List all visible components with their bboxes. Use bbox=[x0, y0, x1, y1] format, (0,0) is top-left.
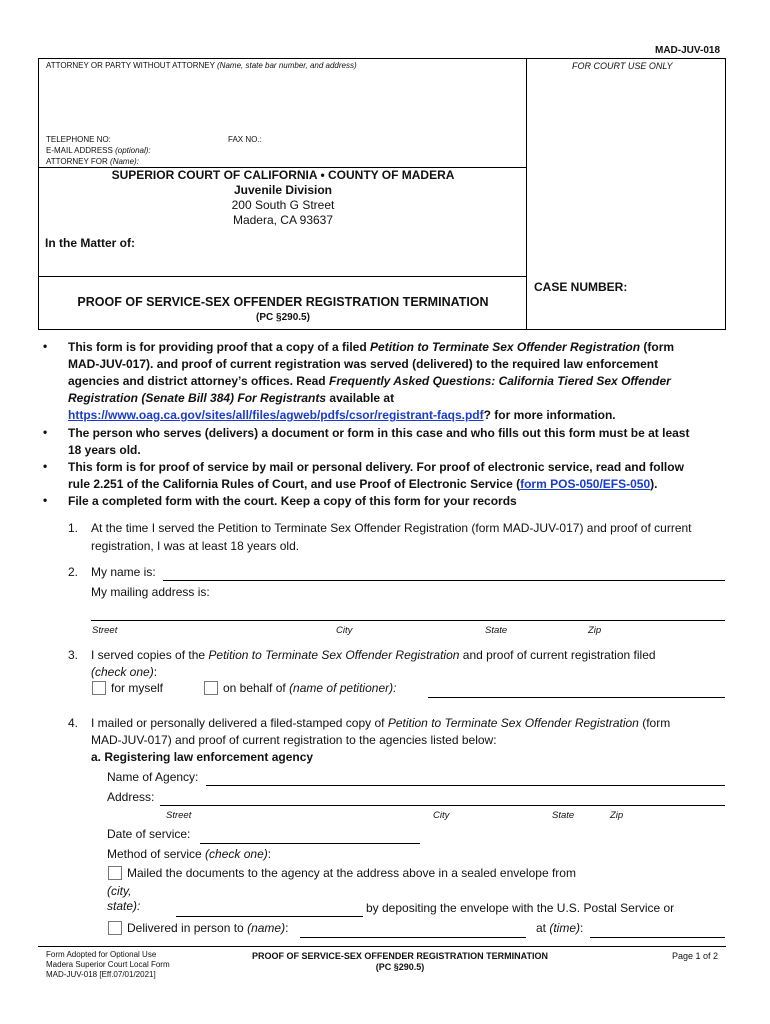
court-info bbox=[40, 168, 526, 228]
form-id: MAD-JUV-018 bbox=[655, 45, 721, 56]
on-behalf-label: on behalf of (name of petitioner): bbox=[223, 681, 397, 695]
bullet-3: • bbox=[43, 459, 48, 473]
pos-050-link[interactable]: form POS-050/EFS-050 bbox=[520, 477, 651, 491]
bullet-4: • bbox=[43, 493, 48, 507]
agency-name-label: Name of Agency: bbox=[107, 770, 199, 784]
item-4-number: 4. bbox=[68, 716, 79, 730]
court-name: SUPERIOR COURT OF CALIFORNIA • COUNTY OF MADERA bbox=[111, 168, 455, 182]
court-division: Juvenile Division bbox=[233, 183, 333, 197]
city-state-field[interactable] bbox=[176, 916, 363, 917]
court-use-label: FOR COURT USE ONLY bbox=[572, 61, 673, 71]
method-of-service-label: Method of service (check one): bbox=[107, 847, 272, 861]
depositing-label: by depositing the envelope with the U.S. Postal Service or bbox=[366, 901, 675, 915]
mailing-address-field[interactable] bbox=[91, 620, 725, 621]
item-2-number: 2. bbox=[68, 565, 79, 579]
mailed-label: Mailed the documents to the agency at the address above in a sealed envelope from bbox=[127, 866, 576, 880]
footer-adopted: Form Adopted for Optional Use Madera Superior Court Local Form MAD-JUV-018 [Eff.07/01/2021] bbox=[46, 950, 170, 979]
email-label: E-MAIL ADDRESS (optional): bbox=[46, 146, 151, 155]
matter-label: In the Matter of: bbox=[45, 236, 135, 250]
bullet-2-text: The person who serves (delivers) a document or form in this case and who fills out this form must be at least 18 years old. bbox=[68, 426, 690, 457]
case-number-label: CASE NUMBER: bbox=[534, 280, 628, 294]
footer-divider bbox=[38, 946, 726, 947]
agency-state-label: State bbox=[552, 810, 575, 821]
bullet-4-text: File a completed form with the court. Keep a copy of this form for your records bbox=[68, 494, 517, 508]
item-3-text: I served copies of the Petition to Terminate Sex Offender Registration and proof of current registration filed (check one): bbox=[91, 648, 656, 679]
attorney-label: ATTORNEY OR PARTY WITHOUT ATTORNEY (Name, state bar number, and address) bbox=[46, 61, 357, 70]
state-label: State bbox=[485, 625, 508, 636]
zip-label: Zip bbox=[588, 625, 602, 636]
form-title: PROOF OF SERVICE-SEX OFFENDER REGISTRATION TERMINATION bbox=[77, 295, 489, 309]
time-field[interactable] bbox=[590, 937, 725, 938]
telephone-label: TELEPHONE NO: bbox=[46, 135, 111, 144]
address-label: Address: bbox=[107, 790, 155, 804]
delivered-label: Delivered in person to (name): bbox=[127, 921, 289, 935]
attorney-for-label: ATTORNEY FOR (Name): bbox=[46, 157, 139, 166]
petitioner-name-field[interactable] bbox=[428, 697, 725, 698]
page-number: Page 1 of 2 bbox=[672, 951, 719, 961]
city-label: City bbox=[336, 625, 353, 636]
delivered-checkbox[interactable] bbox=[108, 921, 122, 935]
item-1-number: 1. bbox=[68, 521, 79, 535]
date-of-service-field[interactable] bbox=[200, 843, 420, 844]
bullet-1-text: This form is for providing proof that a copy of a filed Petition to Terminate Sex Offender Registration (form MAD-JUV-017). and proof of current registration was served (delivered) to the required law enforcement agencies and district attorney’s offices. Read Frequently Asked Questions: California Tiered Sex Offender Registration (Senate Bill 384) For Registrants available at https://www.oag.ca.gov/sites/all/files/agweb/pdfs/csor/registrant-faqs.pdf? for more information. bbox=[68, 340, 675, 422]
date-of-service-label: Date of service: bbox=[107, 827, 191, 841]
name-field[interactable] bbox=[163, 580, 725, 581]
court-city: Madera, CA 93637 bbox=[232, 213, 334, 227]
fax-label: FAX NO.: bbox=[228, 135, 262, 144]
agency-address-field[interactable] bbox=[160, 805, 725, 806]
court-street: 200 South G Street bbox=[231, 198, 335, 212]
street-label: Street bbox=[92, 625, 118, 636]
item-4-text: I mailed or personally delivered a filed-stamped copy of Petition to Terminate Sex Offender Registration (form MAD-JUV-017) and proof of current registration to the agencies listed below: bbox=[91, 716, 671, 747]
for-myself-checkbox[interactable] bbox=[92, 681, 106, 695]
name-label: My name is: bbox=[91, 565, 156, 579]
mailed-checkbox[interactable] bbox=[108, 866, 122, 880]
bullet-2: • bbox=[43, 425, 48, 439]
on-behalf-checkbox[interactable] bbox=[204, 681, 218, 695]
form-title-sub: (PC §290.5) bbox=[256, 312, 310, 323]
agency-name-field[interactable] bbox=[206, 785, 725, 786]
bullet-1: • bbox=[43, 339, 48, 353]
bullet-3-text: This form is for proof of service by mail or personal delivery. For proof of electronic service, read and follow rule 2.251 of the California Rules of Court, and use Proof of Electronic Service (form POS-050/EFS-050). bbox=[68, 460, 684, 491]
agency-city-label: City bbox=[433, 810, 450, 821]
item-1-text: At the time I served the Petition to Terminate Sex Offender Registration (form MAD-JUV-017) and proof of current registration, I was at least 18 years old. bbox=[91, 521, 692, 553]
for-myself-label: for myself bbox=[111, 681, 164, 695]
delivered-name-field[interactable] bbox=[300, 937, 526, 938]
footer-title: PROOF OF SERVICE-SEX OFFENDER REGISTRATION TERMINATION (PC §290.5) bbox=[251, 951, 548, 972]
time-label: at (time): bbox=[536, 921, 584, 935]
faq-link[interactable]: https://www.oag.ca.gov/sites/all/files/agweb/pdfs/csor/registrant-faqs.pdf bbox=[68, 408, 484, 422]
agency-street-label: Street bbox=[166, 810, 192, 821]
agency-zip-label: Zip bbox=[610, 810, 624, 821]
mailing-address-label: My mailing address is: bbox=[91, 585, 210, 599]
registering-agency-heading: a. Registering law enforcement agency bbox=[91, 750, 314, 764]
item-3-number: 3. bbox=[68, 648, 79, 662]
city-state-label: (city, state): bbox=[107, 884, 141, 913]
